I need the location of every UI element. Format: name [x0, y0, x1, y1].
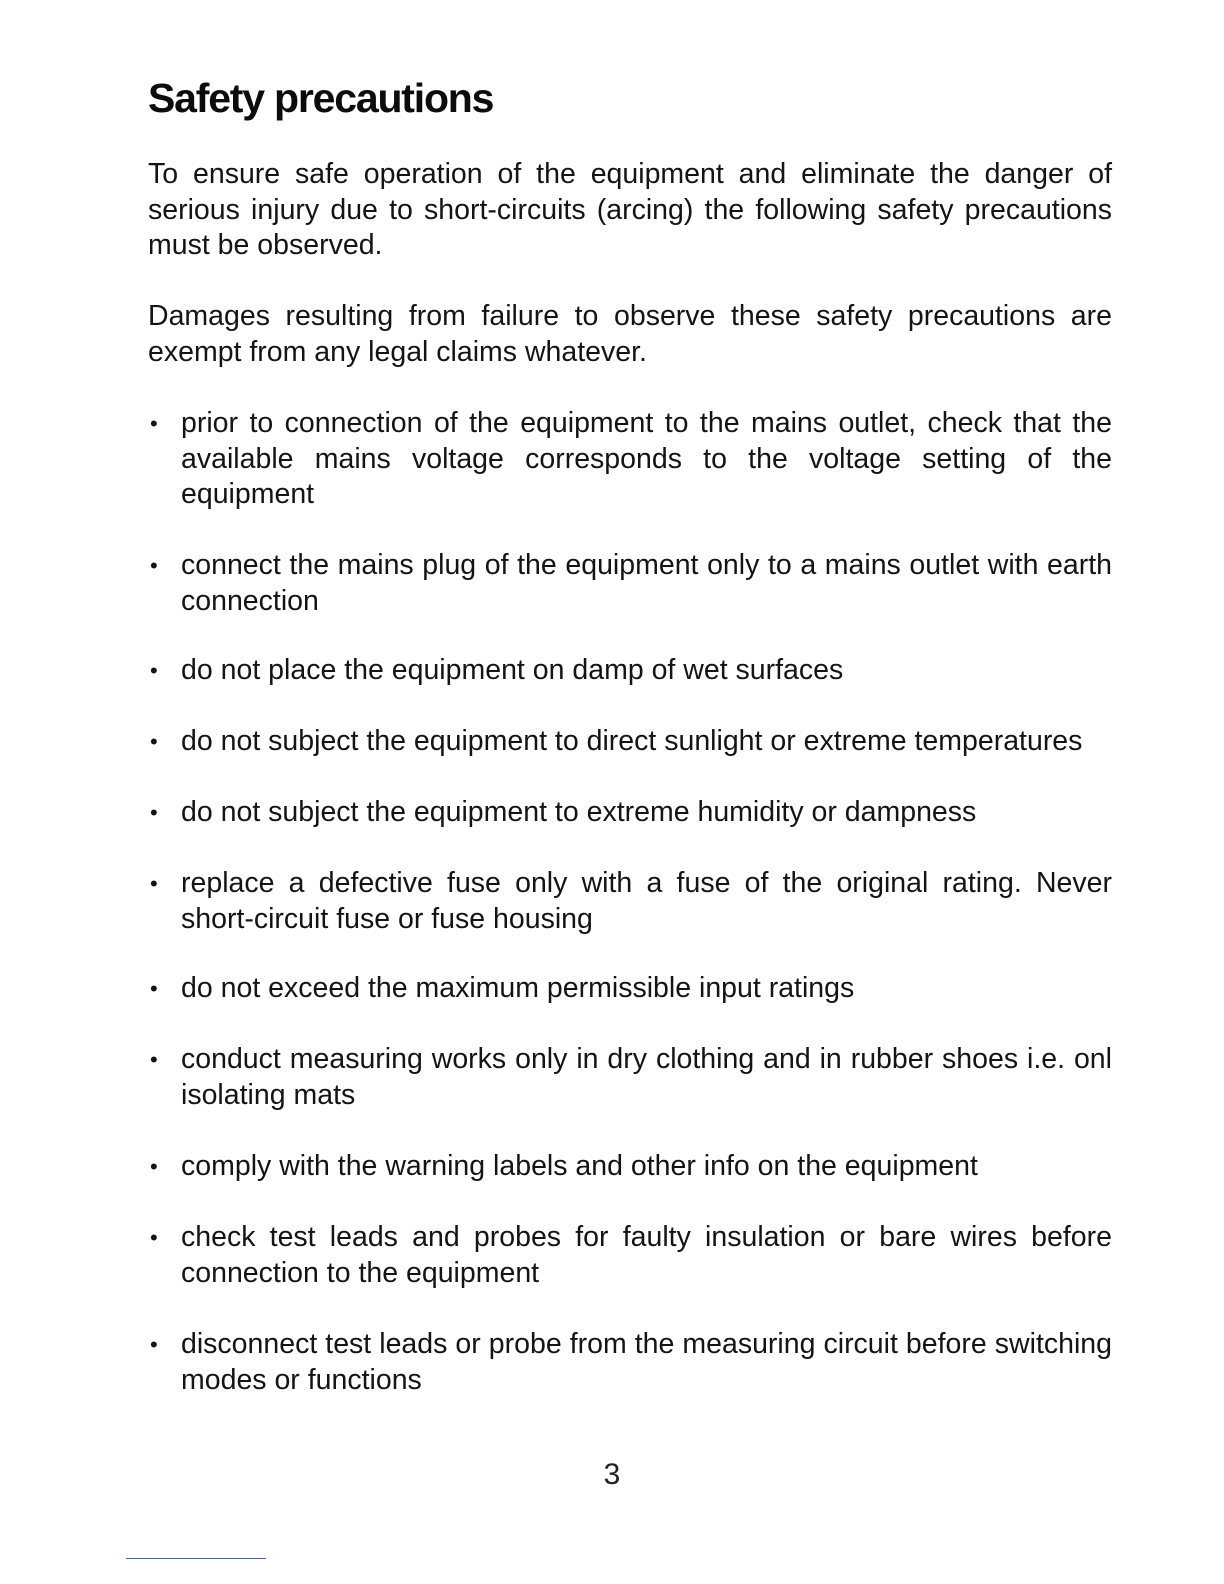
intro-paragraph: To ensure safe operation of the equipment and eliminate the danger of serious injury due to short-circuits (arcing) the following safety precautions must be observed.	[148, 158, 1112, 261]
bullet-icon: •	[150, 658, 158, 683]
list-item-text: replace a defective fuse only with a fuse of the original rating. Never short-circuit fuse or fuse housing	[181, 867, 1112, 935]
list-item	[148, 1042, 1112, 1113]
list-item-text: comply with the warning labels and other info on the equipment	[181, 1150, 978, 1182]
bullet-icon: •	[150, 800, 158, 825]
bullet-icon: •	[150, 1154, 158, 1179]
list-item-text: check test leads and probes for faulty insulation or bare wires before connection to the equipment	[181, 1221, 1112, 1289]
bullet-icon: •	[150, 871, 158, 896]
list-item	[148, 866, 1112, 937]
list-item-text: do not subject the equipment to extreme humidity or dampness	[181, 796, 977, 828]
list-item	[148, 795, 1112, 831]
bullet-icon: •	[150, 411, 158, 436]
page-title: Safety precautions	[148, 75, 494, 121]
list-item	[148, 1327, 1112, 1398]
list-item-text: connect the mains plug of the equipment only to a mains outlet with earth connection	[181, 549, 1112, 617]
bullet-icon: •	[150, 1332, 158, 1357]
list-item-text: conduct measuring works only in dry clothing and in rubber shoes i.e. onl isolating mats	[181, 1043, 1112, 1111]
bullet-icon: •	[150, 976, 158, 1001]
bullet-icon: •	[150, 553, 158, 578]
list-item	[148, 406, 1112, 513]
bullet-icon: •	[150, 1047, 158, 1072]
list-item	[148, 1220, 1112, 1291]
list-item	[148, 653, 1112, 689]
page-number: 3	[603, 1458, 621, 1491]
list-item-text: prior to connection of the equipment to the mains outlet, check that the available mains voltage corresponds to the voltage setting of the equipment	[181, 407, 1112, 510]
list-item-text: do not subject the equipment to direct sunlight or extreme temperatures	[181, 725, 1083, 757]
list-item	[148, 971, 1112, 1007]
list-item-text: disconnect test leads or probe from the measuring circuit before switching modes or functions	[181, 1328, 1112, 1396]
list-item	[148, 724, 1112, 760]
intro-paragraph: Damages resulting from failure to observe these safety precautions are exempt from any legal claims whatever.	[148, 300, 1112, 368]
bullet-icon: •	[150, 1225, 158, 1250]
list-item-text: do not exceed the maximum permissible input ratings	[181, 972, 855, 1004]
bullet-icon: •	[150, 729, 158, 754]
list-item	[148, 1149, 1112, 1185]
list-item-text: do not place the equipment on damp of wet surfaces	[181, 654, 844, 686]
footer-rule	[126, 1558, 266, 1559]
list-item	[148, 548, 1112, 619]
